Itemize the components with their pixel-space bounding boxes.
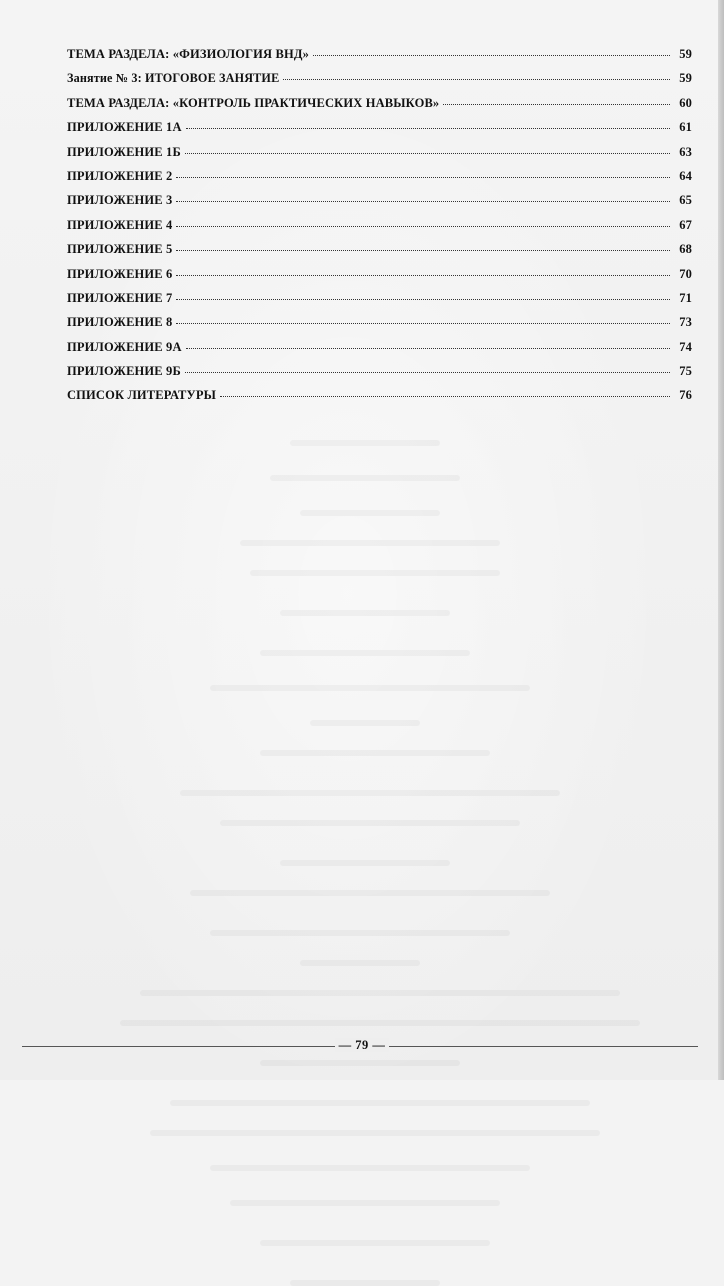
toc-leader-dots xyxy=(176,226,670,227)
toc-entry-page: 63 xyxy=(679,144,692,159)
bleed-through-line xyxy=(280,860,450,866)
toc-entry-page: 65 xyxy=(679,193,692,208)
toc-leader-dots xyxy=(176,275,670,276)
toc-leader-dots xyxy=(313,55,670,56)
bleed-through-line xyxy=(310,720,420,726)
toc-entry-title: ПРИЛОЖЕНИЕ 1А xyxy=(67,120,182,135)
bleed-through-line xyxy=(260,650,470,656)
bleed-through-line xyxy=(150,1130,600,1136)
toc-entry xyxy=(67,47,692,71)
toc-leader-dots xyxy=(443,104,670,105)
bleed-through-line xyxy=(300,510,440,516)
toc-entry-title: ПРИЛОЖЕНИЕ 6 xyxy=(67,266,173,281)
bleed-through-line xyxy=(210,1165,530,1171)
toc-entry-page: 59 xyxy=(679,71,692,86)
bleed-through-line xyxy=(240,540,500,546)
toc-entry xyxy=(67,169,692,193)
bleed-through-line xyxy=(210,930,510,936)
toc-entry-page: 59 xyxy=(679,47,692,61)
toc-leader-dots xyxy=(176,323,670,324)
bleed-through-line xyxy=(280,610,450,616)
page-number-text: — 79 — xyxy=(335,1038,390,1052)
toc-leader-dots xyxy=(185,153,670,154)
toc-leader-dots xyxy=(186,348,670,349)
toc-entry-title: ПРИЛОЖЕНИЕ 9Б xyxy=(67,364,181,379)
toc-entry xyxy=(67,340,692,364)
toc-entry xyxy=(67,193,692,217)
toc-entry-page: 61 xyxy=(679,120,692,135)
toc-leader-dots xyxy=(176,250,670,251)
bleed-through-line xyxy=(230,1200,500,1206)
bleed-through-line xyxy=(260,750,490,756)
toc-entry-page: 74 xyxy=(679,339,692,354)
toc-entry-title: ПРИЛОЖЕНИЕ 5 xyxy=(67,242,173,257)
toc-entry-page: 73 xyxy=(679,315,692,330)
toc-leader-dots xyxy=(220,396,670,397)
toc-entry-page: 68 xyxy=(679,242,692,257)
toc-entry xyxy=(67,291,692,315)
bleed-through-line xyxy=(220,820,520,826)
toc-entry xyxy=(67,242,692,266)
toc-leader-dots xyxy=(176,299,670,300)
bleed-through-line xyxy=(250,570,500,576)
toc-entry-title: ПРИЛОЖЕНИЕ 3 xyxy=(67,193,173,208)
toc-entry-title: ТЕМА РАЗДЕЛА: «КОНТРОЛЬ ПРАКТИЧЕСКИХ НАВЫКОВ» xyxy=(67,95,440,110)
toc-entry xyxy=(67,96,692,120)
toc-entry-title: ТЕМА РАЗДЕЛА: «ФИЗИОЛОГИЯ ВНД» xyxy=(67,47,310,61)
toc-entry-title: СПИСОК ЛИТЕРАТУРЫ xyxy=(67,388,217,403)
bleed-through-line xyxy=(290,1280,440,1286)
bleed-through-line xyxy=(190,890,550,896)
toc-entry xyxy=(67,145,692,169)
toc-entry-page: 60 xyxy=(679,95,692,110)
bleed-through-line xyxy=(260,1060,460,1066)
toc-entry-title: ПРИЛОЖЕНИЕ 9А xyxy=(67,339,182,354)
toc-entry xyxy=(67,388,692,412)
toc-leader-dots xyxy=(186,128,670,129)
toc-entry-title: ПРИЛОЖЕНИЕ 7 xyxy=(67,290,173,305)
toc-entry-page: 70 xyxy=(679,266,692,281)
bleed-through-line xyxy=(120,1020,640,1026)
toc-entry xyxy=(67,267,692,291)
page-edge-shadow xyxy=(718,0,724,1080)
toc-entry-title: ПРИЛОЖЕНИЕ 1Б xyxy=(67,144,181,159)
bleed-through-line xyxy=(170,1100,590,1106)
toc-entry-page: 75 xyxy=(679,364,692,379)
bleed-through-line xyxy=(210,685,530,691)
toc-entry-title: ПРИЛОЖЕНИЕ 8 xyxy=(67,315,173,330)
toc-entry xyxy=(67,120,692,144)
bleed-through-line xyxy=(290,440,440,446)
toc-entry-page: 67 xyxy=(679,217,692,232)
bleed-through-line xyxy=(300,960,420,966)
toc-entry xyxy=(67,218,692,242)
table-of-contents xyxy=(67,47,692,413)
bleed-through-line xyxy=(140,990,620,996)
toc-entry-title: Занятие № 3: ИТОГОВОЕ ЗАНЯТИЕ xyxy=(67,71,280,86)
bleed-through-line xyxy=(180,790,560,796)
toc-entry-title: ПРИЛОЖЕНИЕ 4 xyxy=(67,217,173,232)
toc-leader-dots xyxy=(176,177,670,178)
toc-leader-dots xyxy=(185,372,670,373)
toc-leader-dots xyxy=(176,201,670,202)
toc-entry xyxy=(67,364,692,388)
toc-leader-dots xyxy=(283,79,670,80)
page-number xyxy=(0,1038,724,1053)
bleed-through-line xyxy=(260,1240,490,1246)
bleed-through-line xyxy=(270,475,460,481)
toc-entry-page: 76 xyxy=(679,388,692,403)
toc-entry-page: 71 xyxy=(679,290,692,305)
toc-entry xyxy=(67,71,692,95)
toc-entry-title: ПРИЛОЖЕНИЕ 2 xyxy=(67,168,173,183)
toc-entry-page: 64 xyxy=(679,168,692,183)
toc-entry xyxy=(67,315,692,339)
